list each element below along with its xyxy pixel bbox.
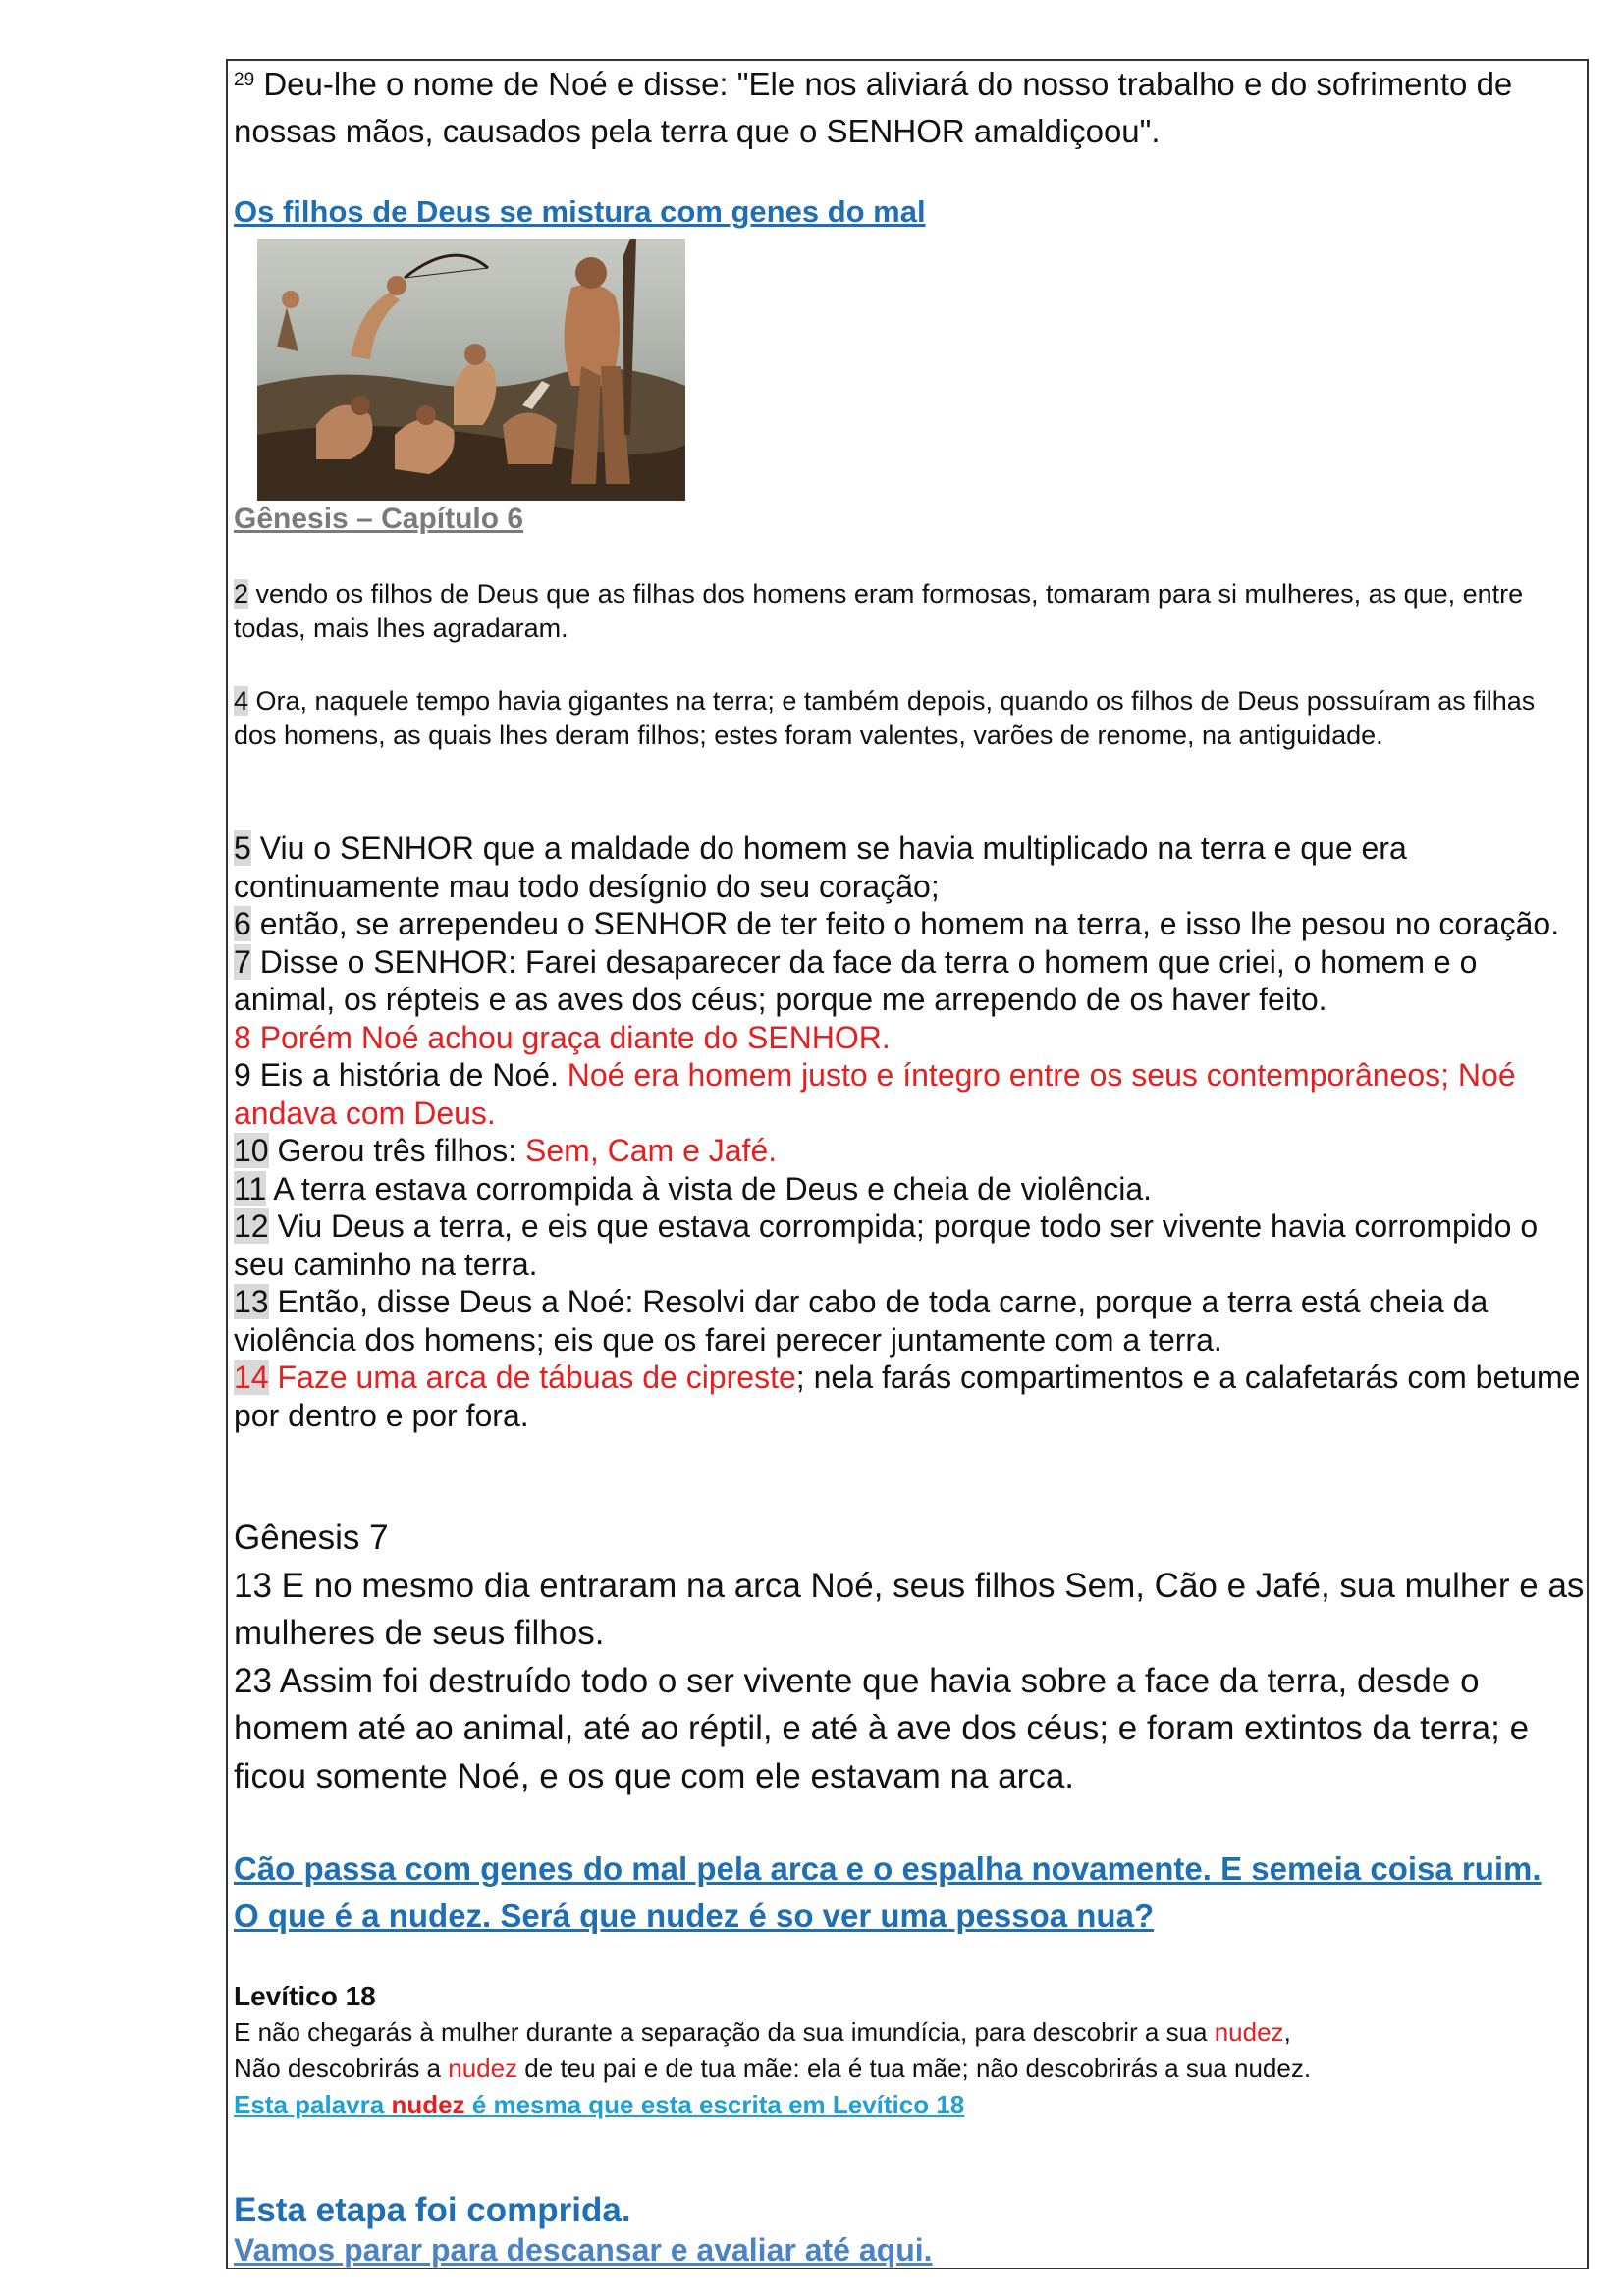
- leviticus-title: Levítico 18: [234, 1981, 376, 2011]
- text: ,: [1283, 2017, 1291, 2047]
- highlight: nudez: [448, 2054, 518, 2083]
- leviticus-note[interactable]: [234, 2087, 1585, 2123]
- leviticus-line-2: [234, 2051, 1585, 2087]
- verse-10: [234, 1132, 1585, 1170]
- text: Esta palavra: [234, 2090, 392, 2119]
- highlight: nudez: [1214, 2017, 1284, 2047]
- verse-text: ; nela farás compartimentos e a calafetarás com betume por dentro e por fora.: [234, 1360, 1581, 1433]
- genesis-7-block: [234, 1515, 1585, 1800]
- verse-text: vendo os filhos de Deus que as filhas dos homens eram formosas, tomaram para si mulheres, as que, entre todas, mais lhes agradaram.: [234, 579, 1524, 643]
- verse-number: 6: [234, 906, 251, 941]
- verse-number: 4: [234, 686, 249, 716]
- leviticus-line-1: [234, 2014, 1585, 2051]
- verse-text: Porém Noé achou graça diante do SENHOR.: [250, 1019, 891, 1055]
- verse-highlight: Sem, Cam e Jafé.: [525, 1133, 778, 1168]
- verse-29: [234, 61, 1585, 155]
- text: Não descobrirás a: [234, 2054, 449, 2083]
- verse-number: 8: [234, 1019, 251, 1055]
- verse-text: A terra estava corrompida à vista de Deus e cheia de violência.: [266, 1170, 1153, 1206]
- verse-number: 13: [234, 1284, 269, 1319]
- genesis-7-verse-13: 13 E no mesmo dia entraram na arca Noé, seus filhos Sem, Cão e Jafé, sua mulher e as mulheres de seus filhos.: [234, 1566, 1585, 1652]
- text: é mesma que esta escrita em Levítico 18: [464, 2090, 965, 2119]
- verse-text: Viu o SENHOR que a maldade do homem se havia multiplicado na terra e que era continuamente mau todo desígnio do seu coração;: [234, 830, 1407, 904]
- verse-highlight: Noé era homem justo e íntegro entre os seus contemporâneos; Noé andava com Deus.: [234, 1057, 1516, 1131]
- section-heading-2: [234, 1845, 1585, 1940]
- verse-highlight: Faze uma arca de tábuas de cipreste: [268, 1360, 796, 1395]
- leviticus-block: [234, 1978, 1585, 2123]
- chapter-6-title: Gênesis – Capítulo 6: [234, 503, 524, 535]
- verse-number: 5: [234, 830, 251, 866]
- verse-14: [234, 1359, 1585, 1434]
- closing-link[interactable]: Vamos parar para descansar e avaliar até aqui.: [234, 2232, 933, 2268]
- verse-number: 14: [234, 1360, 269, 1395]
- verse-9: [234, 1056, 1585, 1132]
- verse-text: Eis a história de Noé.: [250, 1057, 568, 1093]
- verse-13: [234, 1283, 1585, 1359]
- verse-11: [234, 1170, 1585, 1208]
- verse-4: [234, 684, 1585, 753]
- verse-number: 12: [234, 1208, 269, 1244]
- genesis-7-title: Gênesis 7: [234, 1519, 389, 1557]
- verse-text: então, se arrependeu o SENHOR de ter feito o homem na terra, e isso lhe pesou no coração.: [250, 906, 1560, 941]
- highlight: nudez: [391, 2090, 465, 2119]
- verse-number: 10: [234, 1133, 269, 1168]
- verse-text: Gerou três filhos:: [268, 1133, 526, 1168]
- verse-text: Deu-lhe o nome de Noé e disse: "Ele nos aliviará do nosso trabalho e do sofrimento de nossas mãos, causados pela terra que o SENHOR amaldiçoou".: [234, 66, 1513, 149]
- heading-line[interactable]: Cão passa com genes do mal pela arca e o espalha novamente. E semeia coisa ruim.: [234, 1850, 1542, 1887]
- verse-number: 11: [234, 1170, 267, 1206]
- verse-7: [234, 943, 1585, 1019]
- verse-text: Disse o SENHOR: Farei desaparecer da face da terra o homem que criei, o homem e o animal, os répteis e as aves dos céus; porque me arrependo de os haver feito.: [234, 943, 1478, 1017]
- verse-12: [234, 1207, 1585, 1283]
- verse-number: 29: [234, 70, 255, 90]
- text: de teu pai e de tua mãe: ela é tua mãe; não descobrirás a sua nudez.: [517, 2054, 1312, 2083]
- genesis-7-verse-23: 23 Assim foi destruído todo o ser vivente que havia sobre a face da terra, desde o homem até ao animal, até ao réptil, e até à ave dos céus; e foram extintos da terra; e ficou somente Noé, e os que com ele estavam na arca.: [234, 1661, 1530, 1795]
- giants-illustration: [257, 239, 685, 501]
- verse-number: 9: [234, 1057, 251, 1093]
- heading-line[interactable]: O que é a nudez. Será que nudez é so ver uma pessoa nua?: [234, 1897, 1155, 1934]
- closing-line: Esta etapa foi comprida.: [234, 2191, 631, 2229]
- verse-text: Viu Deus a terra, e eis que estava corrompida; porque todo ser vivente havia corrompido o seu caminho na terra.: [234, 1208, 1539, 1282]
- verse-text: Ora, naquele tempo havia gigantes na terra; e também depois, quando os filhos de Deus possuíram as filhas dos homens, as quais lhes deram filhos; estes foram valentes, varões de renome, na antiguidade.: [234, 686, 1536, 750]
- text: E não chegarás à mulher durante a separação da sua imundícia, para descobrir a sua: [234, 2017, 1215, 2047]
- verses-5-14: [234, 829, 1585, 1434]
- verse-6: [234, 905, 1585, 943]
- verse-5: [234, 829, 1585, 905]
- verse-2: [234, 577, 1585, 646]
- verse-text: Então, disse Deus a Noé: Resolvi dar cabo de toda carne, porque a terra está cheia da violência dos homens; eis que os farei perecer juntamente com a terra.: [234, 1284, 1489, 1358]
- verse-number: 2: [234, 579, 249, 609]
- section-heading[interactable]: Os filhos de Deus se mistura com genes do mal: [234, 194, 926, 229]
- verse-8: [234, 1019, 1585, 1057]
- verse-number: 7: [234, 943, 251, 980]
